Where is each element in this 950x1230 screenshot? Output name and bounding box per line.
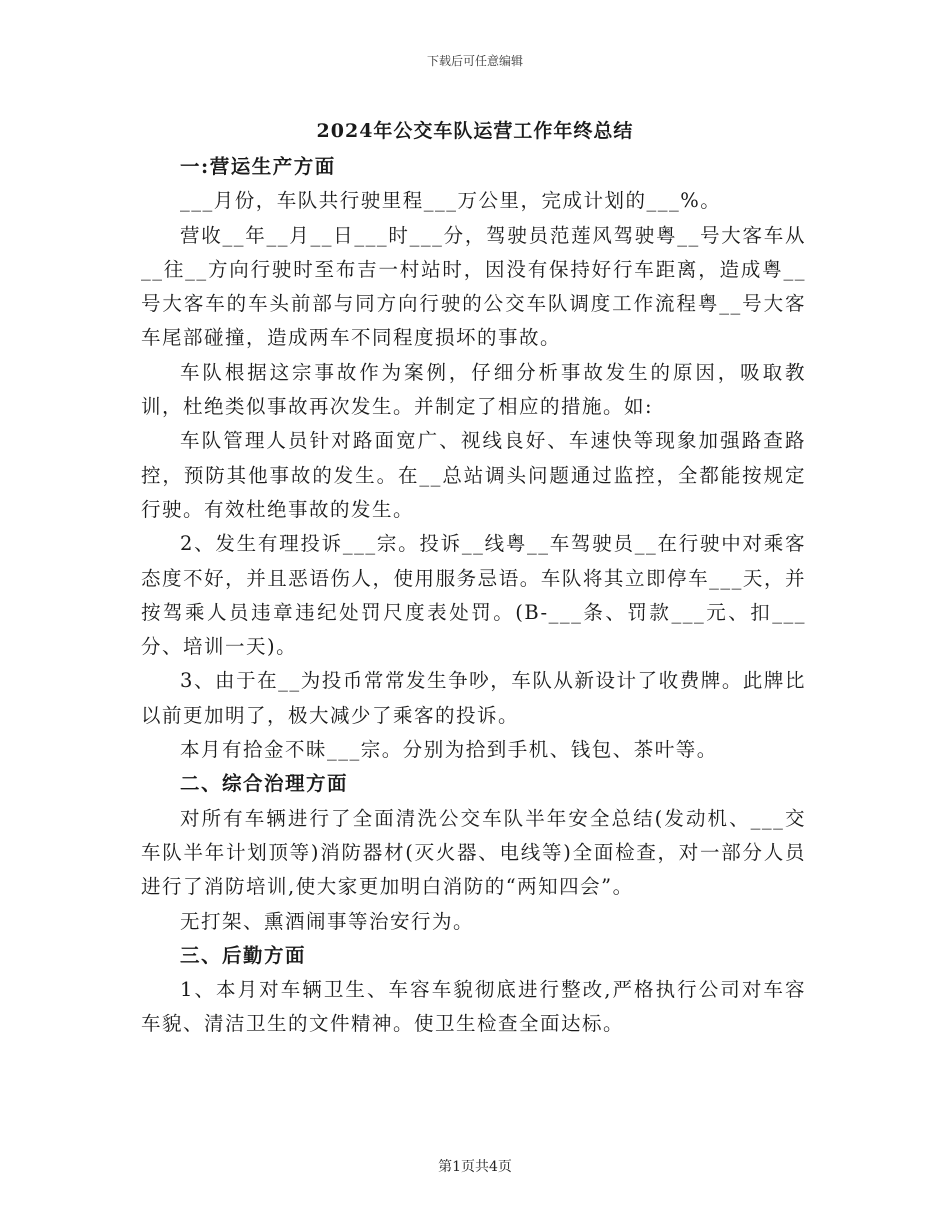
page-footer: 第1页共4页 (438, 1159, 512, 1175)
paragraph: 车队管理人员针对路面宽广、视线良好、车速快等现象加强路查路控，预防其他事故的发生。在__总站调头问题通过监控，全都能按规定行驶。有效杜绝事故的发生。 (141, 429, 806, 521)
paragraph: 3、由于在__为投币常常发生争吵，车队从新设计了收费牌。此牌比以前更加明了，极大减少了乘客的投诉。 (141, 669, 806, 727)
paragraph: 无打架、熏酒闹事等治安行为。 (180, 909, 475, 933)
paragraph: 营收__年__月__日___时___分，驾驶员范莲风驾驶粤__号大客车从__往__方向行驶时至布吉一村站时，因没有保持好行车距离，造成粤__号大客车的车头前部与同方向行驶的公交车队调度工作流程粤__号大客车尾部碰撞，造成两车不同程度损坏的事故。 (141, 223, 806, 350)
paragraph: ___月份，车队共行驶里程___万公里，完成计划的___%。 (180, 189, 722, 213)
header-note: 下载后可任意编辑 (426, 54, 523, 68)
section-heading-operations: 一:营运生产方面 (180, 155, 336, 178)
document-title: 2024年公交车队运营工作年终总结 (316, 120, 634, 142)
paragraph: 车队根据这宗事故作为案例，仔细分析事故发生的原因，吸取教训，杜绝类似事故再次发生。并制定了相应的措施。如: (141, 360, 806, 419)
paragraph: 1、本月对车辆卫生、车容车貌彻底进行整改,严格执行公司对车容车貌、清洁卫生的文件精神。使卫生检查全面达标。 (141, 978, 806, 1036)
paragraph: 对所有车辆进行了全面清洗公交车队半年安全总结(发动机、___交车队半年计划顶等)消防器材(灭火器、电线等)全面检查，对一部分人员进行了消防培训,使大家更加明白消防的“两知四会”。 (141, 806, 806, 899)
section-heading-logistics: 三、后勤方面 (180, 943, 307, 967)
paragraph: 2、发生有理投诉___宗。投诉__线粤__车驾驶员__在行驶中对乘客态度不好，并且恶语伤人，使用服务忌语。车队将其立即停车___天，并按驾乘人员违章违纪处罚尺度表处罚。(B-___条、罚款___元、扣___分、培训一天)。 (141, 532, 806, 659)
section-heading-governance: 二、综合治理方面 (180, 772, 349, 796)
document-body (141, 150, 806, 1042)
paragraph: 本月有拾金不昧___宗。分别为拾到手机、钱包、茶叶等。 (180, 738, 718, 762)
